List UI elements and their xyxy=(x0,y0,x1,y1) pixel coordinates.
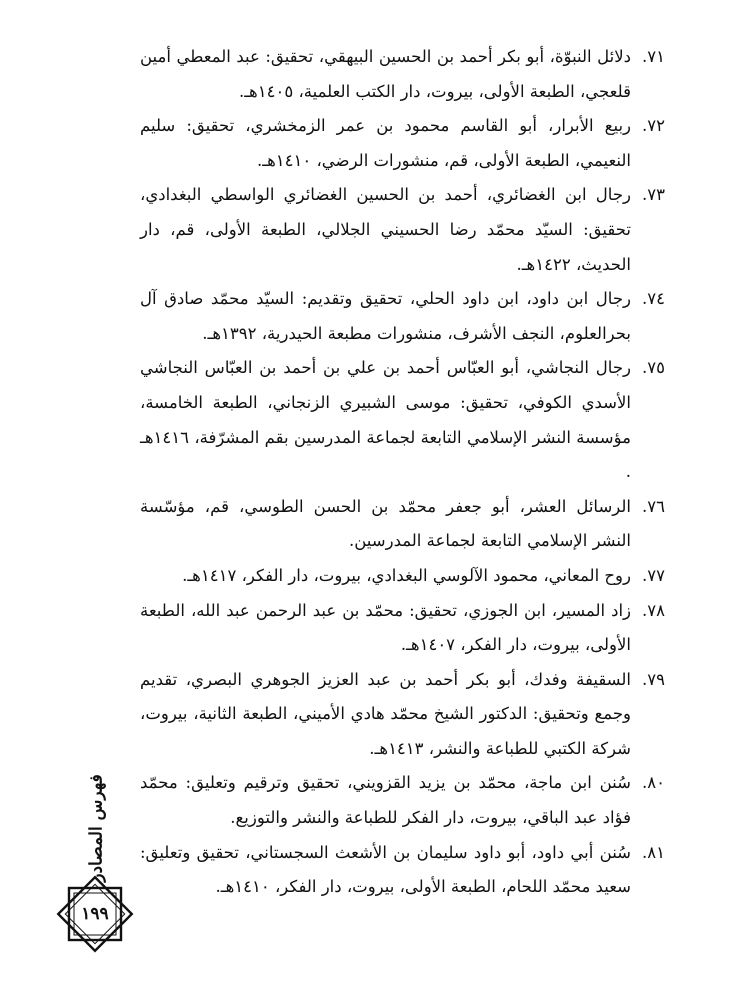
reference-entry xyxy=(140,282,665,351)
entry-number: ٨١. xyxy=(642,842,665,862)
page-number-badge xyxy=(54,873,136,955)
page-number: ١٩٩ xyxy=(81,904,109,924)
reference-entry xyxy=(140,836,665,905)
reference-entry xyxy=(140,766,665,835)
references-list xyxy=(140,40,665,905)
entry-text: رجال ابن داود، ابن داود الحلي، تحقيق وتقديم: السيّد محمّد صادق آل بحرالعلوم، النجف الأشرف، منشورات مطبعة الحيدرية، ١٣٩٢هـ. xyxy=(140,289,631,343)
entry-number: ٧٨. xyxy=(642,600,665,620)
entry-number: ٧١. xyxy=(642,47,665,66)
entry-text: رجال النجاشي، أبو العبّاس أحمد بن علي بن أحمد بن العبّاس النجاشي الأسدي الكوفي، تحقيق: موسى الشبيري الزنجاني، الطبعة الخامسة، مؤسسة النشر الإسلامي التابعة لجماعة المدرسين بقم المشرّفة، ١٤١٦هـ . xyxy=(140,358,631,482)
reference-entry xyxy=(140,594,665,663)
entry-text: روح المعاني، محمود الآلوسي البغدادي، بيروت، دار الفكر، ١٤١٧هـ. xyxy=(182,565,631,585)
entry-text: الرسائل العشر، أبو جعفر محمّد بن الحسن الطوسي، قم، مؤسّسة النشر الإسلامي التابعة لجماعة المدرسين. xyxy=(140,496,631,551)
side-title-text: فهرس المصادر xyxy=(87,774,108,882)
entry-text: زاد المسير، ابن الجوزي، تحقيق: محمّد بن عبد الرحمن عبد الله، الطبعة الأولى، بيروت، دار الفكر، ١٤٠٧هـ. xyxy=(140,600,631,655)
entry-number: ٧٩. xyxy=(642,669,665,689)
entry-text: ربيع الأبرار، أبو القاسم محمود بن عمر الزمخشري، تحقيق: سليم النعيمي، الطبعة الأولى، قم، منشورات الرضي، ١٤١٠هـ. xyxy=(140,116,631,170)
entry-text: سُنن ابن ماجة، محمّد بن يزيد القزويني، تحقيق وترقيم وتعليق: محمّد فؤاد عبد الباقي، بيروت، دار الفكر للطباعة والنشر والتوزيع. xyxy=(140,773,631,828)
entry-number: ٧٧. xyxy=(642,565,665,585)
entry-text: دلائل النبوّة، أبو بكر أحمد بن الحسين البيهقي، تحقيق: عبد المعطي أمين قلعجي، الطبعة الأولى، بيروت، دار الكتب العلمية، ١٤٠٥هـ. xyxy=(140,47,631,101)
reference-entry xyxy=(140,559,665,594)
entry-number: ٧٦. xyxy=(642,496,665,516)
entry-number: ٧٤. xyxy=(642,289,665,309)
entry-number: ٧٢. xyxy=(642,116,665,136)
reference-entry xyxy=(140,109,665,178)
entry-text: السقيفة وفدك، أبو بكر أحمد بن عبد العزيز الجوهري البصري، تقديم وجمع وتحقيق: الدكتور الشيخ محمّد هادي الأميني، الطبعة الثانية، بيروت، شركة الكتبي للطباعة والنشر، ١٤١٣هـ. xyxy=(140,669,631,758)
reference-entry xyxy=(140,490,665,559)
side-section-title xyxy=(82,774,112,882)
reference-entry xyxy=(140,351,665,489)
entry-number: ٧٥. xyxy=(642,358,665,378)
entry-number: ٨٠. xyxy=(642,773,665,793)
reference-entry xyxy=(140,40,665,109)
entry-text: سُنن أبي داود، أبو داود سليمان بن الأشعث السجستاني، تحقيق وتعليق: سعيد محمّد اللحام، الطبعة الأولى، بيروت، دار الفكر، ١٤١٠هـ. xyxy=(140,842,631,897)
reference-entry xyxy=(140,663,665,767)
reference-entry xyxy=(140,178,665,282)
entry-text: رجال ابن الغضائري، أحمد بن الحسين الغضائري الواسطي البغدادي، تحقيق: السيّد محمّد رضا الحسيني الجلالي، الطبعة الأولى، قم، دار الحديث، ١٤٢٢هـ. xyxy=(140,185,631,274)
entry-number: ٧٣. xyxy=(642,185,665,205)
